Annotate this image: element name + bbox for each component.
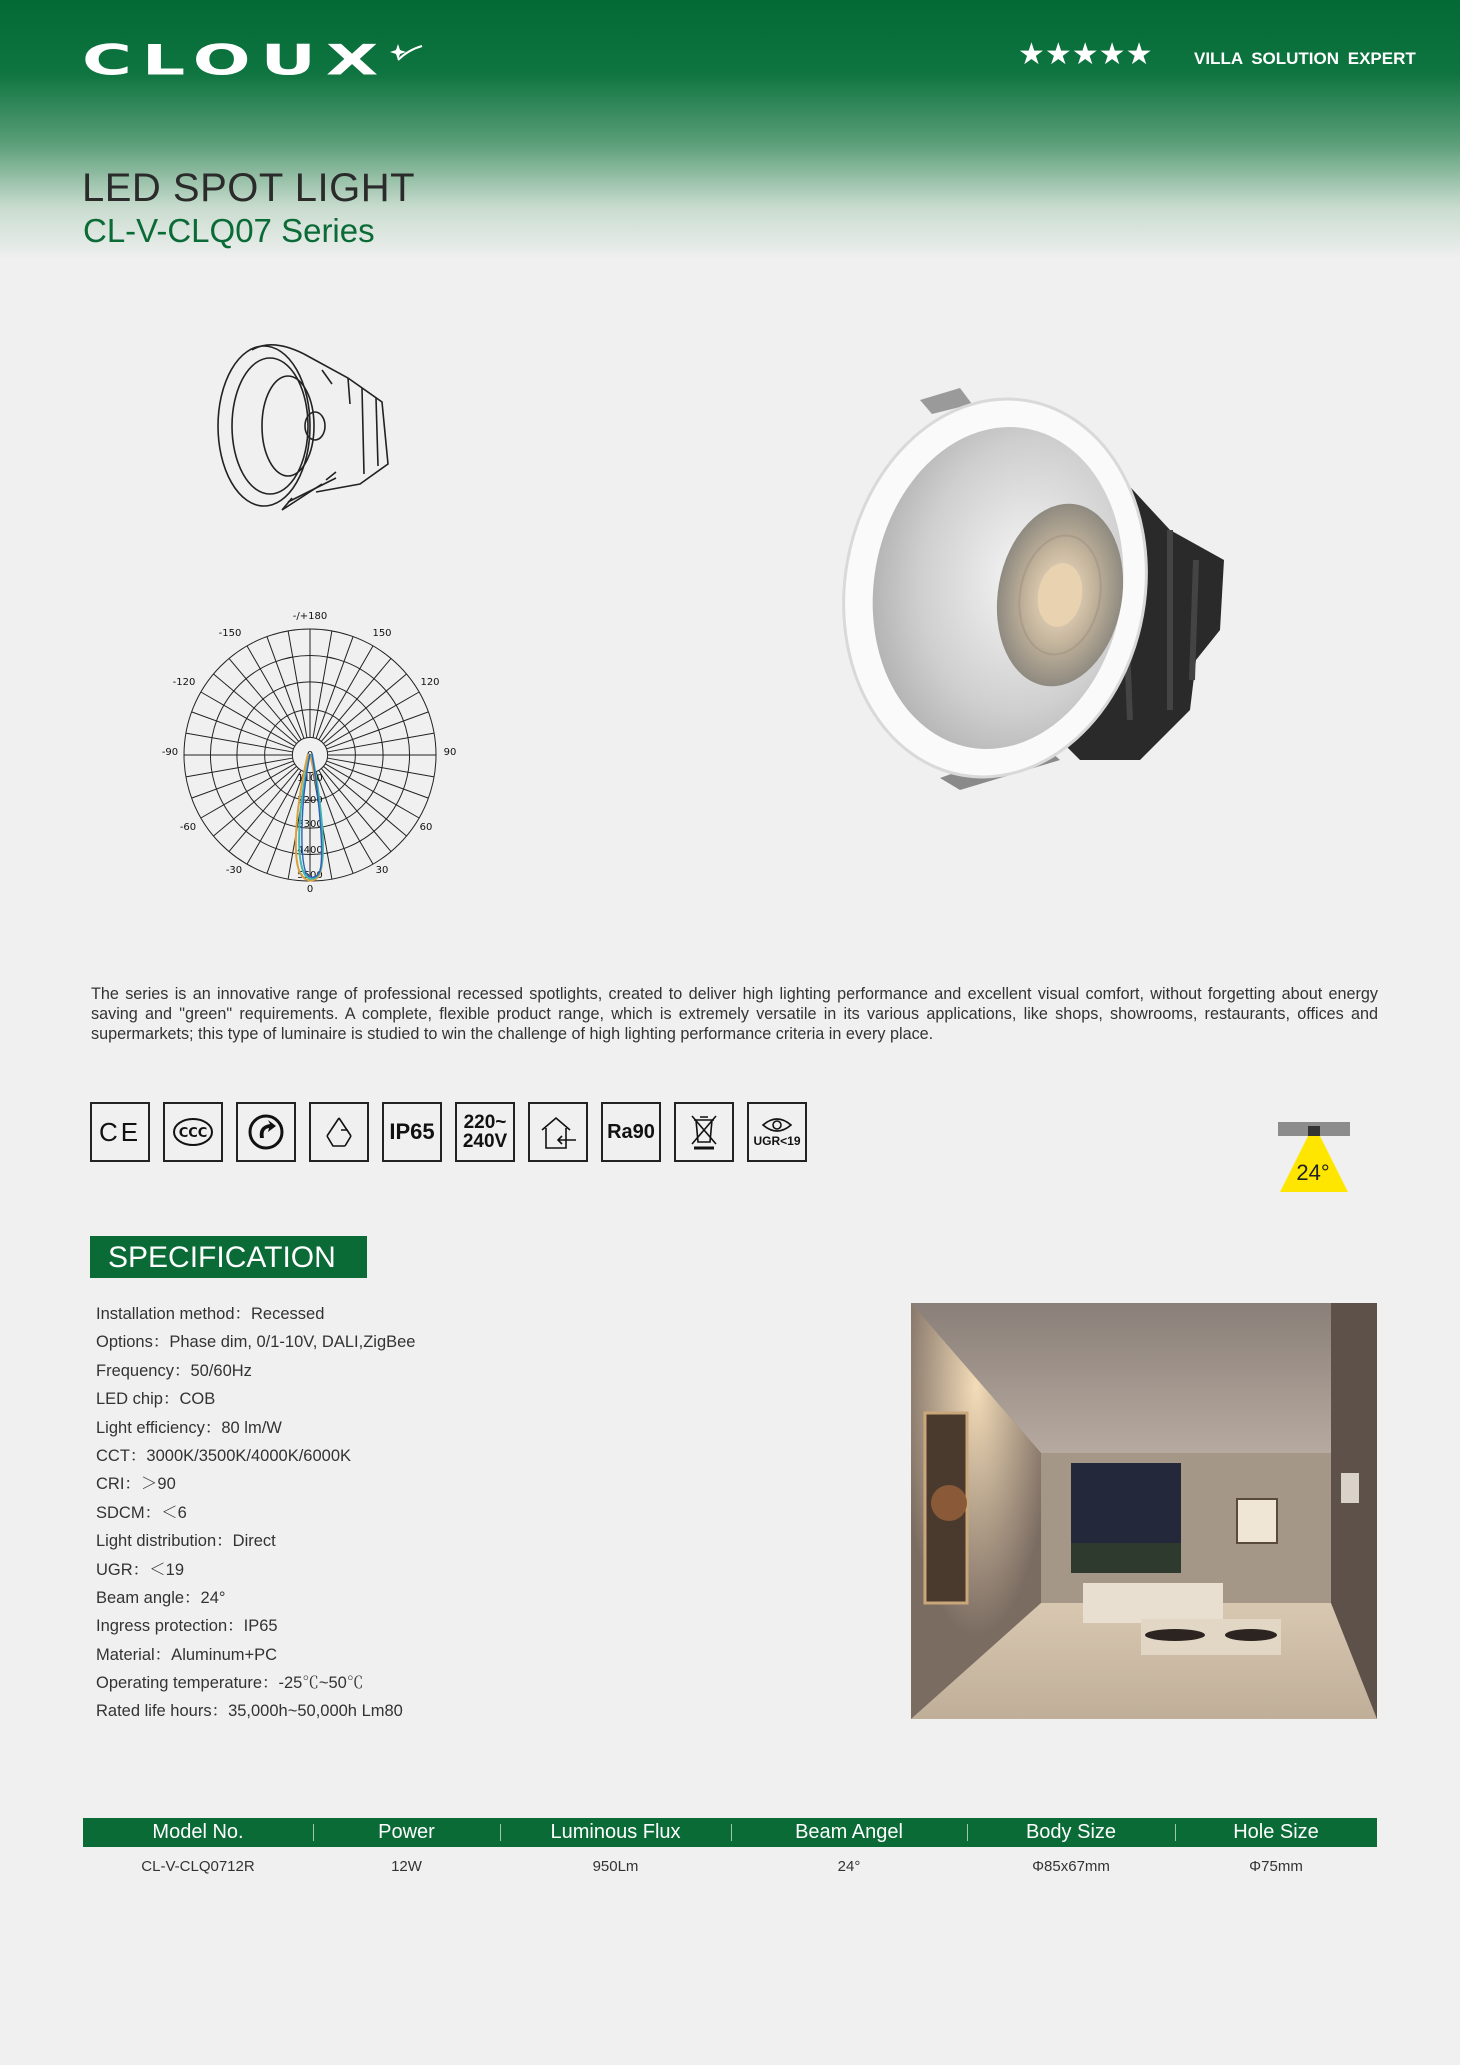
spec-item: Frequency：50/60Hz [96,1361,252,1380]
cell-hole-size: Φ75mm [1249,1857,1303,1875]
col-power: Power [313,1818,500,1847]
logo-spark-icon [388,40,428,80]
polar-angle-label: 150 [372,628,392,639]
spec-item: UGR：＜19 [96,1560,185,1579]
voltage-icon [455,1102,515,1162]
spec-item: Operating temperature：-25℃~50℃ [96,1674,364,1693]
polar-radial-label: 4400 [297,845,323,856]
spotlight-line-drawing [212,334,402,514]
ugr-text: UGR<19 [753,1134,801,1148]
spec-item: Ingress protection：IP65 [96,1617,278,1636]
ip-rating-text: IP65 [389,1119,435,1144]
weee-bin-icon [674,1102,734,1162]
polar-angle-label: -30 [225,865,243,876]
polar-angle-label: 0 [306,884,314,895]
ce-mark-text: CE [98,1116,142,1147]
ra-text: Ra90 [607,1120,655,1143]
ccc-mark-text: CCC [178,1126,208,1141]
polar-angle-label: 60 [419,822,433,833]
page-title: LED SPOT LIGHT [82,166,416,210]
polar-angle-label: -120 [172,677,196,688]
polar-radial-label: 3300 [297,819,323,830]
spec-item: CRI：＞90 [96,1475,176,1494]
polar-angle-label: 120 [420,677,440,688]
brand-logo: CLOUX [82,36,389,86]
voltage-text: 220~ 240V [462,1112,508,1152]
cell-power: 12W [391,1857,422,1875]
specification-list [96,1300,415,1726]
room-scene-photo [911,1303,1377,1719]
page-subtitle: CL-V-CLQ07 Series [83,212,375,249]
ugr-eye-icon [747,1102,807,1162]
col-beam: Beam Angel [731,1818,967,1847]
polar-angle-label: 90 [443,747,457,758]
polar-radial-label: 2200 [297,795,323,806]
polar-radial-label: 5500 [297,870,323,881]
polar-angle-label: -150 [218,628,242,639]
table-header-row [83,1818,1377,1847]
spec-item: Installation method：Recessed [96,1305,325,1323]
spec-item: Light efficiency：80 lm/W [96,1418,282,1437]
polar-angle-label: -90 [161,747,179,758]
table-row [83,1847,1377,1885]
ra-icon [601,1102,661,1162]
col-hole-size: Hole Size [1175,1818,1377,1847]
polar-angle-label: -60 [179,822,197,833]
tagline: VILLA SOLUTION EXPERT [1194,49,1416,68]
spec-item: Light distribution：Direct [96,1532,276,1551]
cell-flux: 950Lm [592,1857,639,1875]
cell-model: CL-V-CLQ0712R [141,1857,255,1875]
polar-radial-label: 1100 [297,773,323,784]
energy-cycle-icon [236,1102,296,1162]
col-model: Model No. [83,1818,313,1847]
spec-item: SDCM：＜6 [96,1503,187,1522]
spec-item: Beam angle：24° [96,1588,226,1607]
ce-mark-icon [90,1102,150,1162]
indoor-house-icon [528,1102,588,1162]
rating-stars: ★★★★★ [1018,37,1153,72]
polar-angle-label: 30 [375,865,389,876]
product-description: The series is an innovative range of professional recessed spotlights, created to deliver high lighting performance and excellent visual comfort, without forgetting about energy saving and "green" requirements. A complete, flexible product range, which is extremely versatile in its various applications, like shops, showrooms, restaurants, offices and supermarkets; this type of luminaire is studied to win the challenge of high lighting performance criteria in every place. [91,985,1378,1044]
cell-beam: 24° [837,1857,861,1875]
polar-angle-label: -/+180 [292,611,328,622]
spec-item: Rated life hours：35,000h~50,000h Lm80 [96,1702,403,1721]
spec-item: Options：Phase dim, 0/1-10V, DALI,ZigBee [96,1333,416,1352]
ip-rating-icon [382,1102,442,1162]
polar-distribution-chart [160,605,470,905]
spec-item: LED chip：COB [96,1390,216,1409]
spec-item: CCT：3000K/3500K/4000K/6000K [96,1446,352,1465]
beam-angle-label: 24° [1296,1160,1330,1185]
polar-radial-label: 0 [306,750,314,761]
ccc-mark-icon [163,1102,223,1162]
col-body-size: Body Size [967,1818,1175,1847]
product-table [83,1818,1377,1885]
product-photo [820,380,1240,810]
col-flux: Luminous Flux [500,1818,731,1847]
certification-icons [90,1102,807,1162]
spec-item: Material：Aluminum+PC [96,1645,278,1664]
polar-labels [162,611,457,895]
recycle-icon [309,1102,369,1162]
cell-body-size: Φ85x67mm [1032,1857,1110,1875]
specification-heading: SPECIFICATION [90,1236,367,1278]
